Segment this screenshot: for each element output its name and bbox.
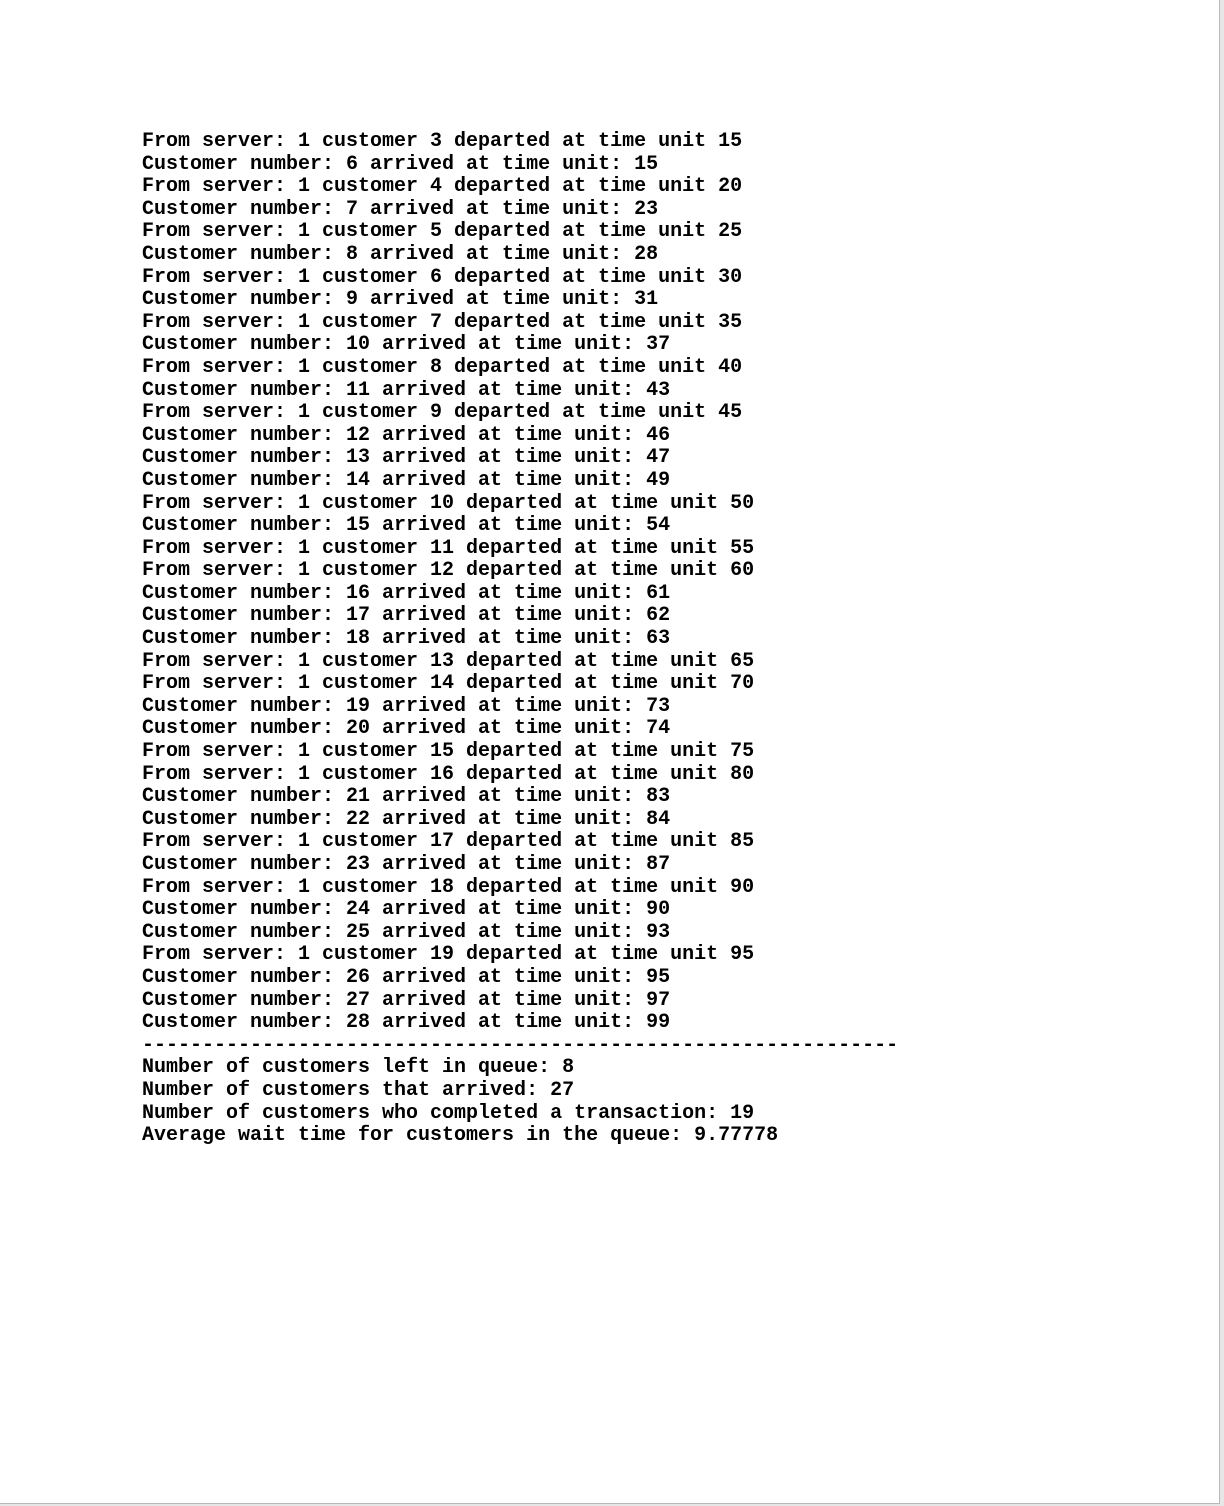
log-line: From server: 1 customer 5 departed at time unit 25 [142, 220, 743, 244]
log-line: From server: 1 customer 8 departed at time unit 40 [142, 355, 743, 379]
log-line: From server: 1 customer 9 departed at time unit 45 [142, 401, 743, 425]
log-line: Customer number: 28 arrived at time unit: 99 [142, 1011, 671, 1035]
log-line: Customer number: 7 arrived at time unit: 23 [142, 197, 659, 221]
log-line: From server: 1 customer 15 departed at time unit 75 [142, 740, 755, 764]
log-line: From server: 1 customer 3 departed at time unit 15 [142, 130, 743, 153]
log-line: Customer number: 18 arrived at time unit: 63 [142, 627, 671, 651]
log-line: From server: 1 customer 6 departed at time unit 30 [142, 265, 743, 289]
log-line: Customer number: 10 arrived at time unit: 37 [142, 333, 671, 357]
log-line: Customer number: 23 arrived at time unit: 87 [142, 853, 671, 876]
log-line: Customer number: 8 arrived at time unit: 28 [142, 242, 659, 266]
log-line: Customer number: 25 arrived at time unit: 93 [142, 920, 671, 944]
console-output [142, 131, 898, 1148]
summary-block [142, 1057, 898, 1147]
log-line: Customer number: 17 arrived at time unit: 62 [142, 604, 671, 628]
log-line: From server: 1 customer 13 departed at time unit 65 [142, 649, 755, 673]
log-line: From server: 1 customer 18 departed at time unit 90 [142, 875, 755, 899]
page-edge-right [1220, 0, 1224, 1506]
customers-completed: Number of customers who completed a transaction: 19 [142, 1101, 755, 1125]
log-line: Customer number: 11 arrived at time unit: 43 [142, 378, 671, 402]
log-line: From server: 1 customer 17 departed at time unit 85 [142, 830, 755, 854]
log-line: Customer number: 13 arrived at time unit: 47 [142, 446, 671, 470]
log-line: From server: 1 customer 14 departed at time unit 70 [142, 672, 755, 696]
customers-left-in-queue: Number of customers left in queue: 8 [142, 1056, 575, 1080]
log-line: Customer number: 21 arrived at time unit: 83 [142, 785, 671, 809]
average-wait-time: Average wait time for customers in the queue: 9.77778 [142, 1124, 779, 1148]
log-line: Customer number: 26 arrived at time unit: 95 [142, 965, 671, 989]
log-line: Customer number: 9 arrived at time unit: 31 [142, 288, 659, 312]
log-line: Customer number: 16 arrived at time unit: 61 [142, 581, 671, 605]
log-line: Customer number: 12 arrived at time unit: 46 [142, 423, 671, 447]
log-line: Customer number: 24 arrived at time unit: 90 [142, 898, 671, 922]
log-line: From server: 1 customer 19 departed at time unit 95 [142, 943, 755, 967]
log-line: Customer number: 14 arrived at time unit: 49 [142, 468, 671, 492]
log-line: Customer number: 19 arrived at time unit: 73 [142, 694, 671, 718]
customers-arrived: Number of customers that arrived: 27 [142, 1078, 575, 1102]
log-line: From server: 1 customer 12 departed at time unit 60 [142, 559, 755, 583]
log-line: Customer number: 27 arrived at time unit: 97 [142, 988, 671, 1012]
event-log [142, 131, 898, 1035]
log-line: From server: 1 customer 7 departed at time unit 35 [142, 310, 743, 334]
log-line: Customer number: 6 arrived at time unit: 15 [142, 152, 659, 176]
log-line: From server: 1 customer 4 departed at time unit 20 [142, 175, 743, 199]
log-line: From server: 1 customer 10 departed at time unit 50 [142, 491, 755, 515]
log-line: Customer number: 22 arrived at time unit: 84 [142, 807, 671, 831]
separator-line: --------------------------------------------------------------- [142, 1033, 899, 1057]
log-line: From server: 1 customer 11 departed at time unit 55 [142, 536, 755, 560]
log-line: From server: 1 customer 16 departed at time unit 80 [142, 762, 755, 786]
log-line: Customer number: 15 arrived at time unit: 54 [142, 514, 671, 538]
log-line: Customer number: 20 arrived at time unit: 74 [142, 717, 671, 741]
